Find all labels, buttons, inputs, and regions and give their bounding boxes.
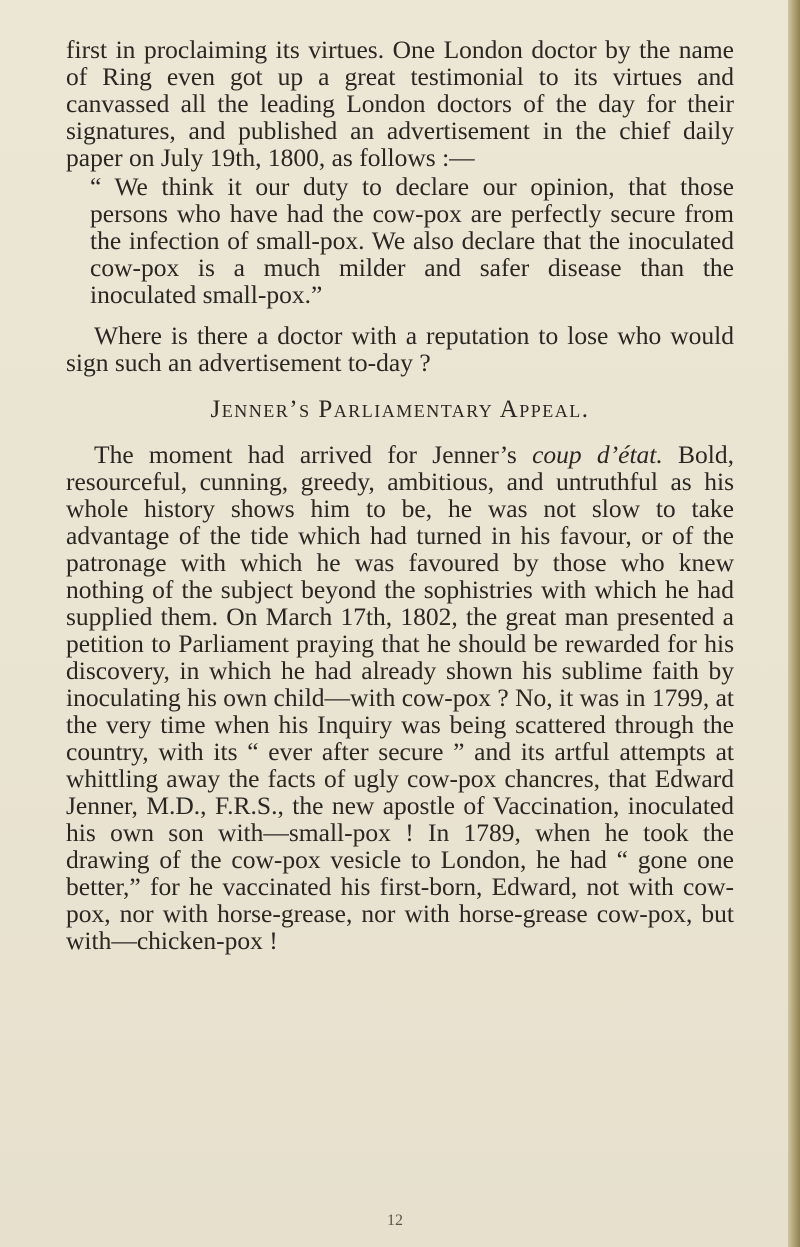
question-paragraph: Where is there a doctor with a reputation to lose who would sign such an advertisement to-day ? (66, 321, 734, 377)
testimonial-quote: “ We think it our duty to declare our opinion, that those persons who have had the cow-pox are perfectly secure from the infection of small-pox. We also declare that the inoculated cow-pox is a much milder and safer disease than the inoculated small-pox.” (90, 172, 734, 309)
opening-paragraph: first in proclaiming its virtues. One London doctor by the name of Ring even got up a great testimonial to its virtues and canvassed all the leading London doctors of the day for their signatures, and published an advertisement in the chief daily paper on July 19th, 1800, as follows :— (66, 35, 734, 172)
page-body (66, 36, 734, 954)
main-paragraph-rest: Bold, resourceful, cunning, greedy, ambitious, and untruthful as his whole history shows him to be, he was not slow to take advantage of the tide which had turned in his favour, or of the patronage with which he was favoured by those who knew nothing of the subject beyond the sophistries with which he had supplied them. On March 17th, 1802, the great man presented a petition to Parliament praying that he should be rewarded for his discovery, in which he had already shown his sublime faith by inoculating his own child—with cow-pox ? No, it was in 1799, at the very time when his Inquiry was being scattered through the country, with its “ ever after secure ” and its artful attempts at whittling away the facts of ugly cow-pox chancres, that Edward Jenner, M.D., F.R.S., the new apostle of Vaccination, inoculated his own son with—small-pox ! In 1789, when he took the drawing of the cow-pox vesicle to London, he had “ gone one better,” for he vaccinated his first-born, Edward, not with cow-pox, nor with horse-grease, nor with horse-grease cow-pox, but with—chicken-pox ! (66, 440, 734, 955)
page-number: 12 (387, 1212, 403, 1229)
section-heading: Jenner’s Parliamentary Appeal. (210, 396, 590, 423)
main-paragraph (66, 441, 734, 954)
main-paragraph-italic: coup d’état. (532, 440, 663, 469)
main-paragraph-start: The moment had arrived for Jenner’s (94, 440, 533, 469)
page-edge (788, 0, 800, 1247)
spacer (66, 308, 734, 322)
